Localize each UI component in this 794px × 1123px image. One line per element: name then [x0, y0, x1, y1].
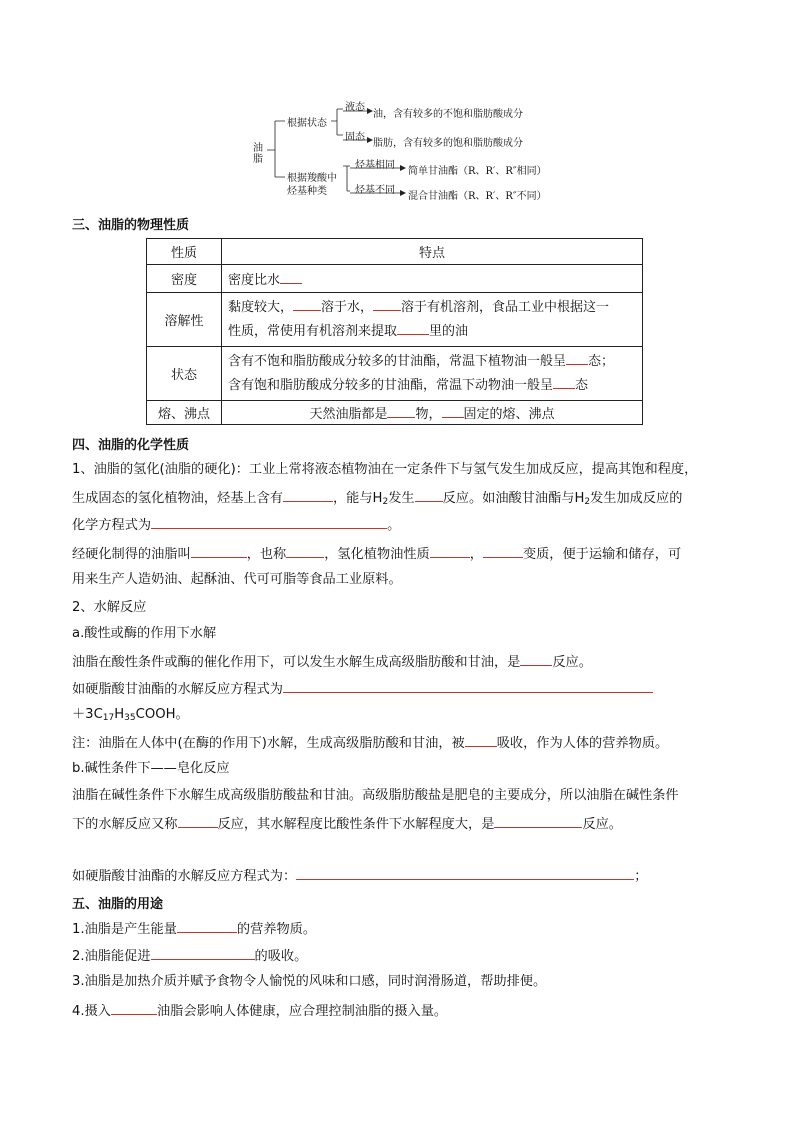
row-property: 密度: [147, 265, 222, 293]
answer-blank[interactable]: [387, 403, 415, 418]
header-feature: 特点: [222, 239, 643, 265]
hydrogenation-line-3: 化学方程式为 。: [72, 514, 400, 536]
use-item-4: 4.摄入 油脂会影响人体健康，应合理控制油脂的摄入量。: [72, 1000, 447, 1022]
diagram-liquid: 液态: [345, 102, 365, 113]
classification-diagram: [245, 95, 575, 207]
acid-equation-line-2: $+3C_{17}H_{35}COOH$。: [72, 707, 189, 723]
table-row: [147, 401, 643, 425]
hardened-oil-line-2: 用来生产人造奶油、起酥油、代可可脂等食品工业原料。: [72, 572, 402, 587]
answer-blank[interactable]: [293, 296, 321, 311]
answer-blank[interactable]: [397, 320, 429, 335]
diagram-root: 油脂: [253, 143, 263, 165]
acid-hydrolysis-note: 注：油脂在人体中(在酶的作用下)水解，生成高级脂肪酸和甘油，被 吸收，作为人体的营养物质。: [72, 732, 668, 754]
section5-title: 五、油脂的用途: [72, 897, 164, 912]
diagram-diff: 烃基不同: [355, 185, 395, 196]
answer-blank[interactable]: [178, 813, 218, 828]
diagram-branch-acid-2: 烃基种类: [287, 186, 327, 197]
diagram-same-result: 简单甘油酯（R、R′、R″相同）: [408, 166, 547, 177]
answer-blank[interactable]: [191, 543, 247, 558]
hydrogenation-line-1: 1、油脂的氢化(油脂的硬化)：工业上常将液态植物油在一定条件下与氢气发生加成反应，提高其饱和程度，: [72, 462, 698, 477]
diagram-solid-result: 脂肪，含有较多的饱和脂肪酸成分: [373, 138, 523, 149]
use-item-1: 1.油脂是产生能量 的营养物质。: [72, 918, 316, 940]
answer-blank[interactable]: [280, 269, 302, 284]
answer-blank[interactable]: [286, 543, 324, 558]
row-feature: 密度比水: [222, 265, 643, 293]
hydrolysis-title: 2、水解反应: [72, 600, 147, 615]
answer-blank[interactable]: [553, 374, 575, 389]
section3-title: 三、油脂的物理性质: [72, 218, 190, 233]
diagram-diff-result: 混合甘油酯（R、R′、R″不同）: [408, 191, 547, 202]
table-row: [147, 265, 643, 293]
table-header-row: [147, 239, 643, 265]
diagram-same: 烃基相同: [355, 160, 395, 171]
acid-hydrolysis-text: 油脂在酸性条件或酶的催化作用下，可以发生水解生成高级脂肪酸和甘油，是 反应。: [72, 651, 592, 673]
answer-blank[interactable]: [483, 543, 523, 558]
diagram-solid: 固态: [345, 132, 365, 143]
use-item-2: 2.油脂能促进 的吸收。: [72, 945, 307, 967]
row-feature: 黏度较大， 溶于水， 溶于有机溶剂，食品工业中根据这一 性质，常使用有机溶剂来提取 里的油: [222, 293, 643, 347]
header-property: 性质: [147, 239, 222, 265]
table-row: [147, 347, 643, 401]
answer-blank[interactable]: [465, 732, 497, 747]
answer-blank[interactable]: [373, 296, 401, 311]
answer-blank[interactable]: [494, 813, 582, 828]
acid-equation-line-1: 如硬脂酸甘油酯的水解反应方程式为: [72, 678, 653, 700]
row-property: 熔、沸点: [147, 401, 222, 425]
answer-blank[interactable]: [566, 350, 588, 365]
answer-blank[interactable]: [151, 945, 255, 960]
hydrogenation-line-2: 生成固态的氢化植物油，烃基上含有 ，能与$H_2$发生 反应。如油酸甘油酯与$H_2$发生加成反应的: [72, 487, 682, 512]
answer-blank[interactable]: [177, 918, 237, 933]
saponification-line-2: 下的水解反应又称 反应，其水解程度比酸性条件下水解程度大，是 反应。: [72, 813, 622, 835]
equation-blank[interactable]: [283, 678, 653, 693]
answer-blank[interactable]: [415, 487, 443, 502]
hardened-oil-line-1: 经硬化制得的油脂叫 ，也称 ，氢化植物油性质 ， 变质，便于运输和储存，可: [72, 543, 681, 565]
acid-hydrolysis-title: a.酸性或酶的作用下水解: [72, 626, 217, 641]
row-property: 状态: [147, 347, 222, 401]
physical-properties-table: [146, 238, 643, 425]
table-row: [147, 293, 643, 347]
section4-title: 四、油脂的化学性质: [72, 438, 190, 453]
saponification-title: b.碱性条件下——皂化反应: [72, 761, 230, 776]
use-item-3: 3.油脂是加热介质并赋予食物令人愉悦的风味和口感，同时润滑肠道，帮助排便。: [72, 974, 547, 989]
diagram-branch-acid-1: 根据羧酸中: [287, 173, 337, 184]
answer-blank[interactable]: [283, 487, 333, 502]
row-feature: 含有不饱和脂肪酸成分较多的甘油酯，常温下植物油一般呈 态； 含有饱和脂肪酸成分较多的甘油酯，常温下动物油一般呈 态: [222, 347, 643, 401]
row-property: 溶解性: [147, 293, 222, 347]
row-feature: 天然油脂都是 物， 固定的熔、沸点: [222, 401, 643, 425]
diagram-liquid-result: 油，含有较多的不饱和脂肪酸成分: [373, 109, 523, 120]
equation-blank[interactable]: [151, 514, 387, 529]
base-equation-line: 如硬脂酸甘油酯的水解反应方程式为： ；: [72, 865, 647, 887]
equation-blank[interactable]: [296, 865, 634, 880]
diagram-branch-state: 根据状态: [287, 118, 327, 129]
saponification-line-1: 油脂在碱性条件下水解生成高级脂肪酸盐和甘油。高级脂肪酸盐是肥皂的主要成分，所以油脂在碱性条件: [72, 788, 679, 803]
answer-blank[interactable]: [111, 1000, 157, 1015]
answer-blank[interactable]: [520, 651, 552, 666]
answer-blank[interactable]: [430, 543, 470, 558]
answer-blank[interactable]: [442, 403, 464, 418]
